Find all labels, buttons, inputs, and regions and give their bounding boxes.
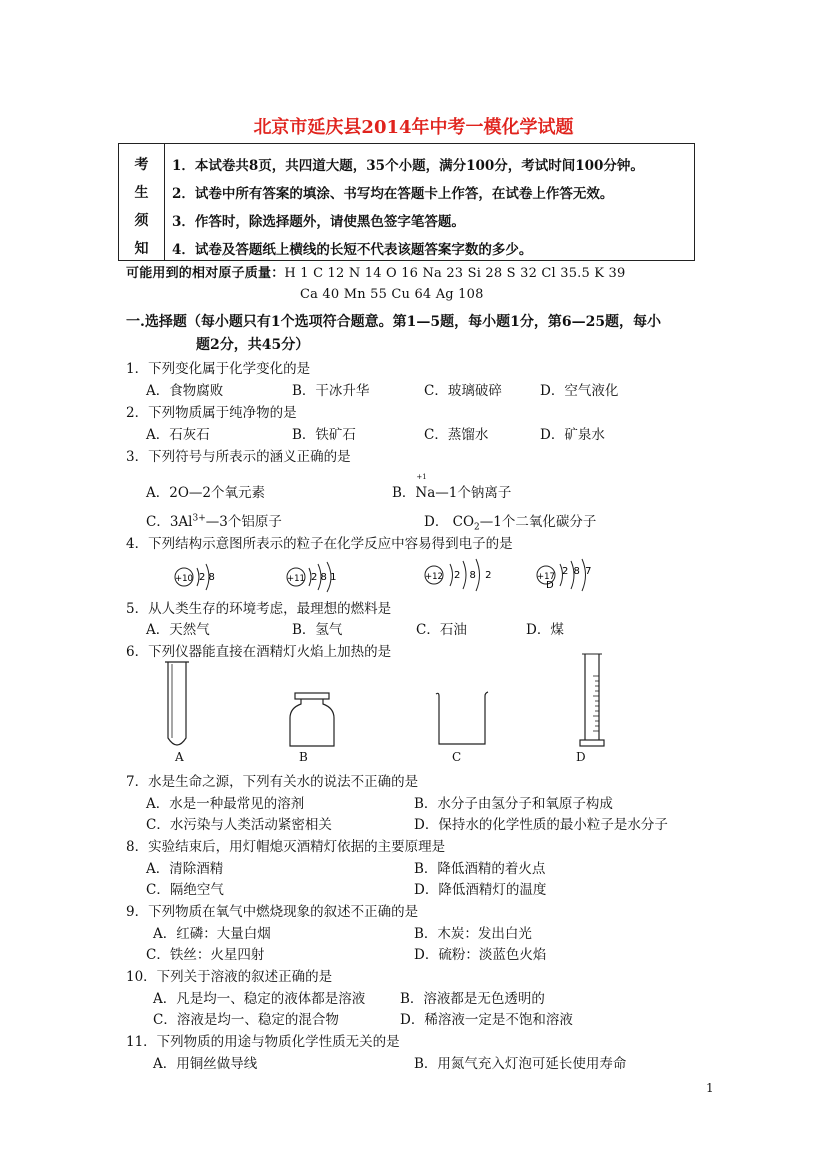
shell-label: 2 8 7 bbox=[562, 566, 593, 577]
option bbox=[424, 510, 596, 533]
diagram-letter: D bbox=[546, 580, 554, 591]
shell-label: 2 8 1 bbox=[311, 572, 337, 583]
page-title: 北京市延庆县2014年中考一模化学试题 bbox=[253, 117, 574, 138]
formula bbox=[415, 473, 436, 501]
option: A．2O—2个氧元素 bbox=[146, 485, 265, 501]
option: B．铁矿石 bbox=[292, 427, 356, 443]
option: D．硫粉：淡蓝色火焰 bbox=[414, 947, 547, 963]
option: D．煤 bbox=[526, 622, 564, 638]
nucleus-label: +12 bbox=[425, 572, 443, 582]
notice-label bbox=[119, 144, 165, 260]
option: D．空气液化 bbox=[540, 383, 619, 399]
apparatus-letter: A bbox=[175, 750, 184, 764]
option: A．食物腐败 bbox=[146, 383, 224, 399]
wide-mouth-bottle-icon bbox=[287, 692, 337, 748]
option: A．天然气 bbox=[146, 622, 210, 638]
option: D．降低酒精灯的温度 bbox=[414, 882, 547, 898]
option-letter: B． bbox=[392, 485, 416, 501]
option: A．红磷：大量白烟 bbox=[153, 926, 271, 942]
shell-label: 2 8 bbox=[199, 572, 215, 583]
option: B．木炭：发出白光 bbox=[414, 926, 532, 942]
notice-line: 2．试卷中所有答案的填涂、书写均在答题卡上作答，在试卷上作答无效。 bbox=[172, 186, 614, 202]
notice-label-char: 考 bbox=[134, 157, 149, 173]
option: C．玻璃破碎 bbox=[424, 383, 502, 399]
question-stem: 4．下列结构示意图所表示的粒子在化学反应中容易得到电子的是 bbox=[126, 536, 513, 552]
option: D．保持水的化学性质的最小粒子是水分子 bbox=[414, 817, 668, 833]
section-heading-cont: 题2分，共45分） bbox=[196, 337, 310, 353]
option: D．稀溶液一定是不饱和溶液 bbox=[400, 1012, 573, 1028]
apparatus-letter: B bbox=[299, 750, 308, 764]
formula-symbol: Na bbox=[415, 485, 436, 501]
question-stem: 3．下列符号与所表示的涵义正确的是 bbox=[126, 449, 351, 465]
atom-diagram-d bbox=[532, 558, 622, 592]
option: A．水是一种最常见的溶剂 bbox=[146, 796, 305, 812]
nucleus-label: +10 bbox=[175, 574, 193, 584]
atom-diagram-a bbox=[170, 560, 240, 594]
graduated-cylinder-icon bbox=[577, 652, 611, 752]
option: A．石灰石 bbox=[146, 427, 210, 443]
option: B．溶液都是无色透明的 bbox=[400, 991, 545, 1007]
superscript: 3+ bbox=[192, 513, 206, 524]
option: C．石油 bbox=[416, 622, 467, 638]
question-stem: 11．下列物质的用途与物质化学性质无关的是 bbox=[126, 1034, 400, 1050]
option: B．水分子由氢分子和氧原子构成 bbox=[414, 796, 613, 812]
option: A．清除酒精 bbox=[146, 861, 224, 877]
option-text: —1个二氧化碳分子 bbox=[479, 514, 597, 530]
option: B．氢气 bbox=[292, 622, 343, 638]
option-text: —1个钠离子 bbox=[435, 485, 512, 501]
notice-label-char: 生 bbox=[134, 185, 149, 201]
notice-label-char: 知 bbox=[134, 241, 149, 257]
beaker-icon bbox=[434, 690, 490, 748]
option: A．凡是均一、稳定的液体都是溶液 bbox=[153, 991, 366, 1007]
option: B．用氮气充入灯泡可延长使用寿命 bbox=[414, 1056, 627, 1072]
atomic-mass-line bbox=[126, 262, 626, 281]
question-stem: 2．下列物质属于纯净物的是 bbox=[126, 405, 297, 421]
notice-line: 3．作答时，除选择题外，请使黑色签字笔答题。 bbox=[172, 214, 465, 230]
question-stem: 7．水是生命之源，下列有关水的说法不正确的是 bbox=[126, 774, 419, 790]
option bbox=[146, 510, 282, 530]
option: C．蒸馏水 bbox=[424, 427, 489, 443]
question-stem: 10．下列关于溶液的叙述正确的是 bbox=[126, 969, 333, 985]
atomic-mass-label: 可能用到的相对原子质量： bbox=[126, 266, 285, 281]
question-stem: 6．下列仪器能直接在酒精灯火焰上加热的是 bbox=[126, 644, 392, 660]
question-stem: 1．下列变化属于化学变化的是 bbox=[126, 361, 311, 377]
option: A．用铜丝做导线 bbox=[153, 1056, 258, 1072]
option: B．降低酒精的着火点 bbox=[414, 861, 546, 877]
atom-diagram-b bbox=[282, 560, 362, 594]
option: C．水污染与人类活动紧密相关 bbox=[146, 817, 332, 833]
subscript: 2 bbox=[474, 522, 480, 533]
charge: +1 bbox=[416, 473, 427, 481]
option bbox=[392, 473, 512, 501]
page-number: 1 bbox=[706, 1081, 714, 1095]
option: C．溶液是均一、稳定的混合物 bbox=[153, 1012, 339, 1028]
apparatus-letter: C bbox=[452, 750, 462, 764]
atomic-mass-values: H 1 C 12 N 14 O 16 Na 23 Si 28 S 32 Cl 35.5 K 39 bbox=[284, 266, 626, 281]
apparatus-letter: D bbox=[576, 750, 586, 764]
option-text: C．3Al bbox=[146, 514, 193, 530]
option: D．矿泉水 bbox=[540, 427, 605, 443]
option: C．隔绝空气 bbox=[146, 882, 224, 898]
question-stem: 5．从人类生存的环境考虑，最理想的燃料是 bbox=[126, 601, 392, 617]
notice-line: 4．试卷及答题纸上横线的长短不代表该题答案字数的多少。 bbox=[172, 242, 533, 258]
notice-label-char: 须 bbox=[134, 213, 149, 229]
test-tube-icon bbox=[162, 660, 192, 750]
option-text: D． CO bbox=[424, 514, 475, 530]
option: C．铁丝：火星四射 bbox=[146, 947, 265, 963]
atom-diagram-c bbox=[420, 558, 510, 592]
shell-label: 2 8 2 bbox=[454, 570, 495, 581]
notice-line: 1．本试卷共8页，共四道大题，35个小题，满分100分，考试时间100分钟。 bbox=[172, 158, 644, 174]
question-stem: 8．实验结束后，用灯帽熄灭酒精灯依据的主要原理是 bbox=[126, 839, 446, 855]
section-heading: 一.选择题（每小题只有1个选项符合题意。第1—5题，每小题1分，第6—25题，每小 bbox=[126, 314, 662, 330]
notice-box bbox=[118, 143, 695, 261]
nucleus-label: +17 bbox=[537, 572, 555, 582]
option: B．干冰升华 bbox=[292, 383, 370, 399]
nucleus-label: +11 bbox=[287, 574, 305, 584]
option-text: —3个铝原子 bbox=[205, 514, 282, 530]
atomic-mass-values-2: Ca 40 Mn 55 Cu 64 Ag 108 bbox=[300, 287, 484, 302]
question-stem: 9．下列物质在氧气中燃烧现象的叙述不正确的是 bbox=[126, 904, 419, 920]
